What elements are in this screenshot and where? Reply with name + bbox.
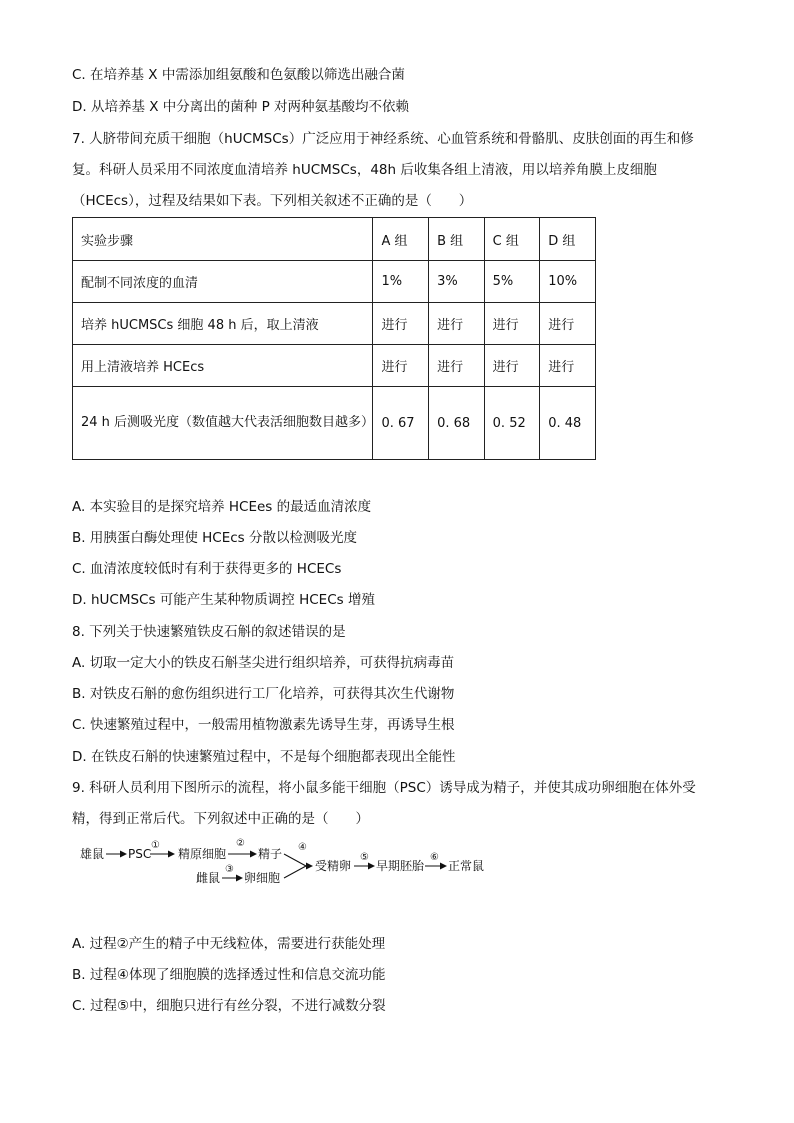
table-header-row — [73, 218, 596, 261]
table-cell: 进行 — [373, 303, 429, 345]
option-c-q7: C. 血清浓度较低时有利于获得更多的 HCECs — [72, 561, 342, 577]
table-cell: C 组 — [484, 218, 540, 261]
male-mouse-label: 雄鼠 — [80, 847, 105, 861]
table-cell: 进行 — [484, 303, 540, 345]
step-2-label: ② — [236, 838, 245, 849]
table-cell: 进行 — [540, 345, 596, 387]
option-c-q9: C. 过程⑤中，细胞只进行有丝分裂，不进行减数分裂 — [72, 998, 386, 1014]
table-cell: A 组 — [373, 218, 429, 261]
option-a-q9: A. 过程②产生的精子中无线粒体，需要进行获能处理 — [72, 936, 386, 952]
experiment-table — [72, 217, 596, 460]
table-cell: 进行 — [484, 345, 540, 387]
question-9-line-1: 9. 科研人员利用下图所示的流程，将小鼠多能干细胞（PSC）诱导成为精子，并使其成功卵细胞在体外受 — [72, 780, 696, 796]
table-cell: 10% — [540, 261, 596, 303]
table-cell: 实验步骤 — [73, 218, 373, 261]
table-cell: 进行 — [429, 345, 485, 387]
table-row — [73, 261, 596, 303]
psc-label: PSC — [128, 847, 152, 861]
step-6-label: ⑥ — [430, 852, 439, 863]
normal-mouse-label: 正常鼠 — [448, 859, 485, 873]
question-8: 8. 下列关于快速繁殖铁皮石斛的叙述错误的是 — [72, 624, 346, 640]
option-c-q6: C. 在培养基 X 中需添加组氨酸和色氨酸以筛选出融合菌 — [72, 67, 405, 83]
option-d-q8: D. 在铁皮石斛的快速繁殖过程中，不是每个细胞都表现出全能性 — [72, 749, 456, 765]
table-cell: 5% — [484, 261, 540, 303]
table-cell: 培养 hUCMSCs 细胞 48 h 后，取上清液 — [73, 303, 373, 345]
question-7-line-2: 复。科研人员采用不同浓度血清培养 hUCMSCs，48h 后收集各组上清液，用以培养角膜上皮细胞 — [72, 162, 657, 178]
table-cell: 进行 — [540, 303, 596, 345]
merge-line-top — [284, 854, 306, 866]
table-cell: 1% — [373, 261, 429, 303]
table-row — [73, 303, 596, 345]
early-embryo-label: 早期胚胎 — [376, 859, 425, 873]
question-7-line-1: 7. 人脐带间充质干细胞（hUCMSCs）广泛应用于神经系统、心血管系统和骨骼肌、皮肤创面的再生和修 — [72, 131, 694, 147]
step-4-label: ④ — [298, 842, 307, 853]
table-cell: 0. 68 — [429, 387, 485, 460]
step-3-label: ③ — [225, 864, 234, 875]
female-mouse-label: 雌鼠 — [196, 871, 221, 885]
table-cell: 用上清液培养 HCEcs — [73, 345, 373, 387]
option-a-q8: A. 切取一定大小的铁皮石斛茎尖进行组织培养，可获得抗病毒苗 — [72, 655, 455, 671]
table-cell: 进行 — [373, 345, 429, 387]
table-cell: 进行 — [429, 303, 485, 345]
table-cell: 0. 52 — [484, 387, 540, 460]
option-b-q9: B. 过程④体现了细胞膜的选择透过性和信息交流功能 — [72, 967, 386, 983]
question-9-line-2: 精，得到正常后代。下列叙述中正确的是（ ） — [72, 811, 369, 827]
option-c-q8: C. 快速繁殖过程中，一般需用植物激素先诱导生芽，再诱导生根 — [72, 717, 455, 733]
table-cell: 3% — [429, 261, 485, 303]
table-row — [73, 345, 596, 387]
table-cell: 24 h 后测吸光度（数值越大代表活细胞数目越多） — [73, 387, 373, 460]
zygote-label: 受精卵 — [315, 859, 352, 873]
question-7-line-3: （HCEcs），过程及结果如下表。下列相关叙述不正确的是（ ） — [72, 193, 473, 209]
table-cell: 配制不同浓度的血清 — [73, 261, 373, 303]
option-d-q7: D. hUCMSCs 可能产生某种物质调控 HCECs 增殖 — [72, 592, 375, 608]
step-5-label: ⑤ — [360, 852, 369, 863]
merge-line-bottom — [284, 866, 306, 878]
table-cell: 0. 67 — [373, 387, 429, 460]
step-1-label: ① — [151, 840, 160, 851]
option-d-q6: D. 从培养基 X 中分离出的菌种 P 对两种氨基酸均不依赖 — [72, 99, 410, 115]
table-cell: B 组 — [429, 218, 485, 261]
spermatogonia-label: 精原细胞 — [178, 847, 227, 861]
option-a-q7: A. 本实验目的是探究培养 HCEes 的最适血清浓度 — [72, 499, 372, 515]
sperm-label: 精子 — [258, 847, 283, 861]
option-b-q8: B. 对铁皮石斛的愈伤组织进行工厂化培养，可获得其次生代谢物 — [72, 686, 455, 702]
egg-label: 卵细胞 — [244, 871, 281, 885]
table-cell: 0. 48 — [540, 387, 596, 460]
table-row — [73, 387, 596, 460]
option-b-q7: B. 用胰蛋白酶处理使 HCEcs 分散以检测吸光度 — [72, 530, 357, 546]
flow-diagram — [78, 836, 518, 892]
table-cell: D 组 — [540, 218, 596, 261]
